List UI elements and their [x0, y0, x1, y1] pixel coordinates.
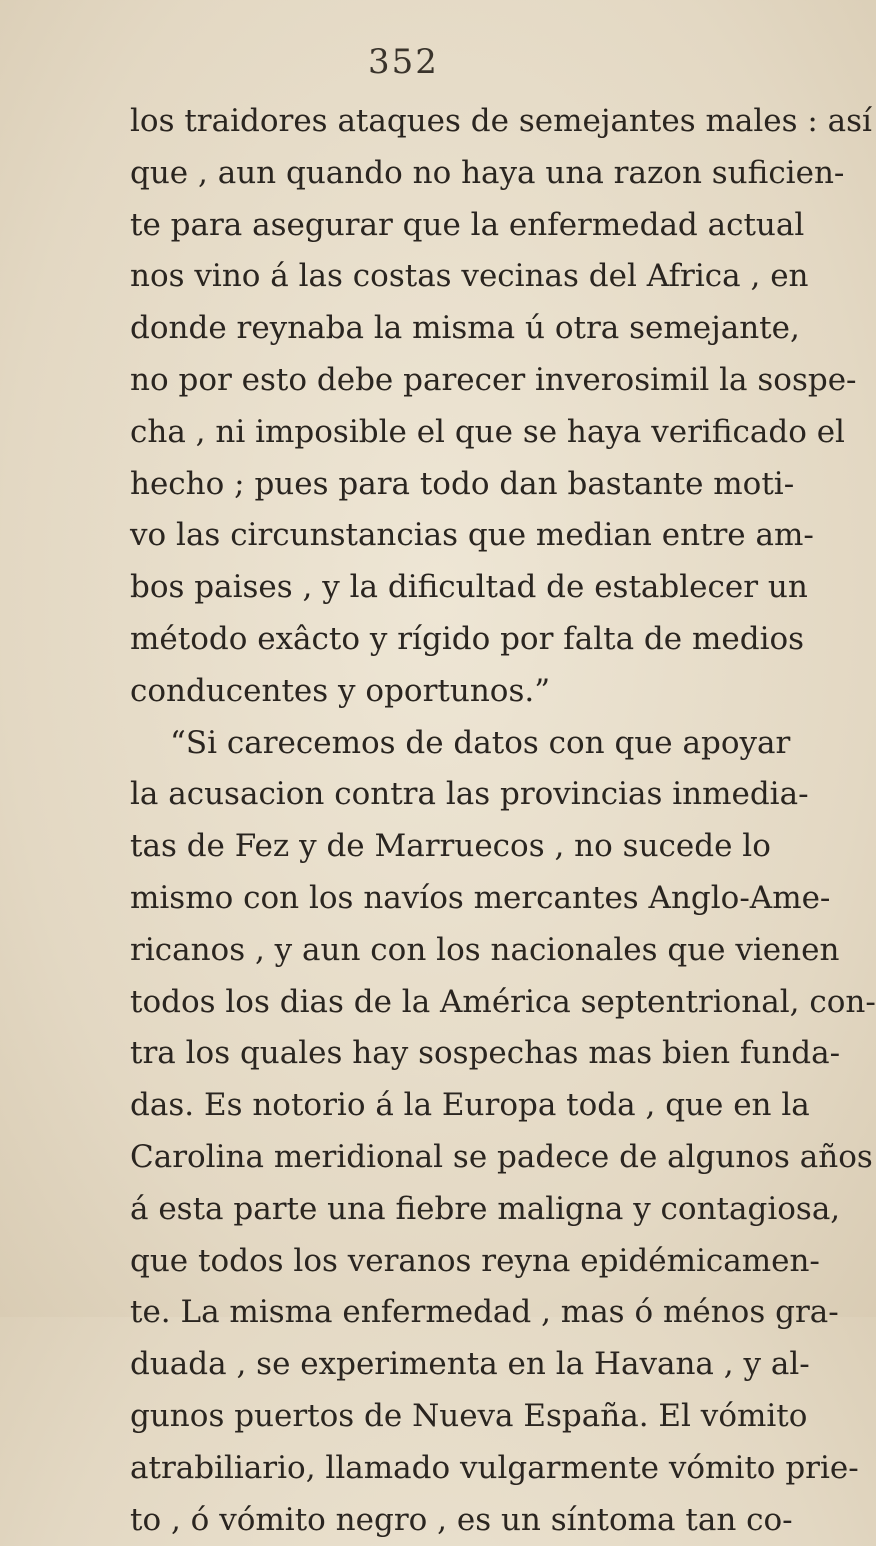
text-line: los traidores ataques de semejantes males : así: [130, 103, 872, 139]
text-line: vo las circunstancias que median entre am-: [130, 517, 814, 554]
text-line: te. La misma enfermedad , mas ó ménos gra-: [130, 1294, 839, 1331]
text-line: cha , ni imposible el que se haya verificado el: [130, 413, 845, 450]
text-line: ricanos , y aun con los nacionales que vienen: [130, 931, 840, 968]
text-line: gunos puertos de Nueva España. El vómito: [130, 1397, 808, 1434]
text-line: mismo con los navíos mercantes Anglo-Ame-: [130, 879, 831, 916]
body-text: [130, 96, 876, 1546]
text-line: donde reynaba la misma ú otra semejante,: [130, 310, 800, 347]
text-line: á esta parte una fiebre maligna y contagiosa,: [130, 1190, 841, 1227]
text-line: la acusacion contra las provincias inmedia-: [130, 776, 809, 813]
text-line: que todos los veranos reyna epidémicamen-: [130, 1242, 820, 1279]
text-line: método exâcto y rígido por falta de medios: [130, 620, 805, 657]
text-line: no por esto debe parecer inverosimil la sospe-: [130, 361, 857, 398]
text-line: atrabiliario, llamado vulgarmente vómito prie-: [130, 1449, 859, 1486]
text-line: Carolina meridional se padece de algunos años: [130, 1138, 873, 1175]
text-line: bos paises , y la dificultad de establecer un: [130, 569, 808, 606]
text-line: tra los quales hay sospechas mas bien funda-: [130, 1035, 841, 1072]
paragraph-start-line: “Si carecemos de datos con que apoyar: [170, 724, 791, 761]
page-number: 352: [368, 42, 439, 82]
text-line: todos los dias de la América septentrional, con-: [130, 983, 876, 1020]
text-line: hecho ; pues para todo dan bastante moti-: [130, 465, 795, 502]
text-line: das. Es notorio á la Europa toda , que en la: [130, 1087, 810, 1124]
text-line: to , ó vómito negro , es un síntoma tan co-: [130, 1501, 793, 1538]
paragraph-end-line: conducentes y oportunos.”: [130, 672, 551, 709]
text-line: duada , se experimenta en la Havana , y al-: [130, 1346, 810, 1383]
text-line: nos vino á las costas vecinas del Africa , en: [130, 258, 809, 295]
text-line: que , aun quando no haya una razon suficien-: [130, 154, 845, 191]
text-line: tas de Fez y de Marruecos , no sucede lo: [130, 828, 771, 865]
text-line: te para asegurar que la enfermedad actual: [130, 206, 805, 243]
